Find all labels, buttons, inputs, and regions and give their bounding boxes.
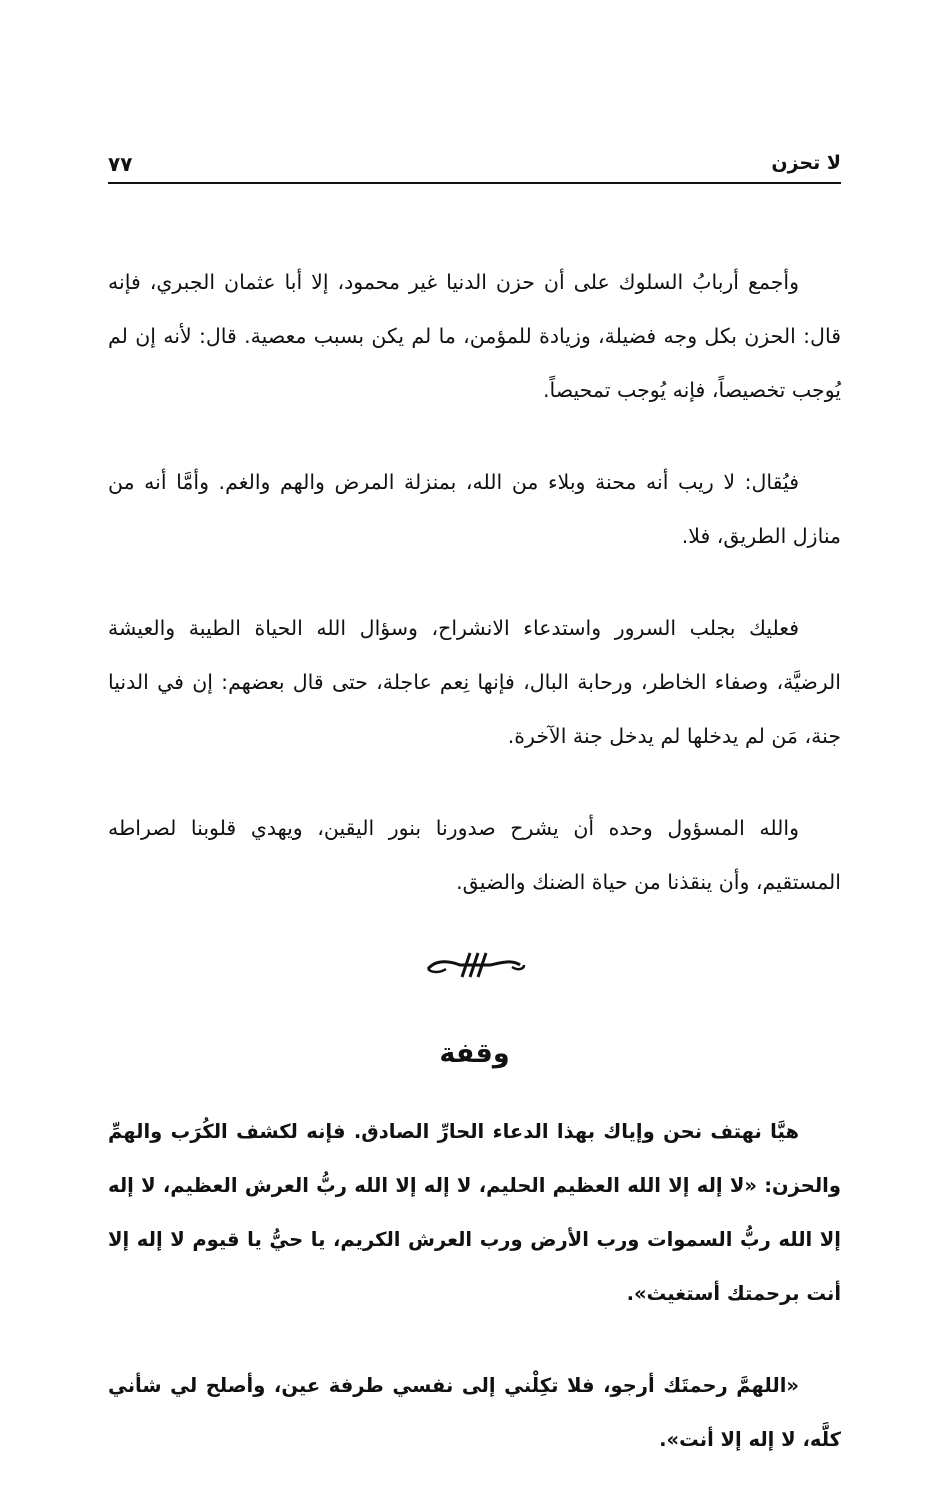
- page-body: [108, 255, 841, 1505]
- section-title: وقفة: [439, 1038, 510, 1069]
- page-header: [108, 150, 841, 186]
- header-rule: [108, 182, 841, 184]
- page-number: ٧٧: [108, 152, 133, 176]
- paragraph-distress-dua: هيَّا نهتف نحن وإياك بهذا الدعاء الحارِّ الصادق. فإنه لكشف الكُرَب والهمِّ والحزن: «لا إله إلا الله العظيم الحليم، لا إله إلا الله ربُّ العرش العظيم، لا إله إلا الله ربُّ السموات ورب الأرض ورب العرش الكريم، يا حيُّ يا قيوم لا إله إلا أنت برحمتك أستغيث».: [108, 1120, 841, 1305]
- paragraph-supplication: والله المسؤول وحده أن يشرح صدورنا بنور اليقين، ويهدي قلوبنا لصراطه المستقيم، وأن ينقذنا من حياة الضنك والضيق.: [108, 816, 841, 894]
- paragraph-sorrow-consensus: وأجمع أربابُ السلوك على أن حزن الدنيا غير محمود، إلا أبا عثمان الجبري، فإنه قال: الحزن بكل وجه فضيلة، وزيادة للمؤمن، ما لم يكن بسبب معصية. قال: لأنه إن لم يُوجب تخصيصاً، فإنه يُوجب تمحيصاً.: [108, 270, 841, 402]
- paragraph-joy: فعليك بجلب السرور واستدعاء الانشراح، وسؤال الله الحياة الطيبة والعيشة الرضيَّة، وصفاء الخاطر، ورحابة البال، فإنها نِعم عاجلة، حتى قال بعضهم: إن في الدنيا جنة، مَن لم يدخلها لم يدخل جنة الآخرة.: [108, 616, 841, 748]
- section-divider-ornament: [420, 947, 530, 981]
- paragraph-mercy-dua: «اللهمَّ رحمتَك أرجو، فلا تكِلْني إلى نفسي طرفة عين، وأصلح لي شأني كلَّه، لا إله إلا أنت».: [108, 1374, 841, 1451]
- paragraph-trial: فيُقال: لا ريب أنه محنة وبلاء من الله، بمنزلة المرض والهم والغم. وأمَّا أنه من منازل الطريق، فلا.: [108, 470, 841, 548]
- running-book-title: لا تحزن: [771, 152, 841, 174]
